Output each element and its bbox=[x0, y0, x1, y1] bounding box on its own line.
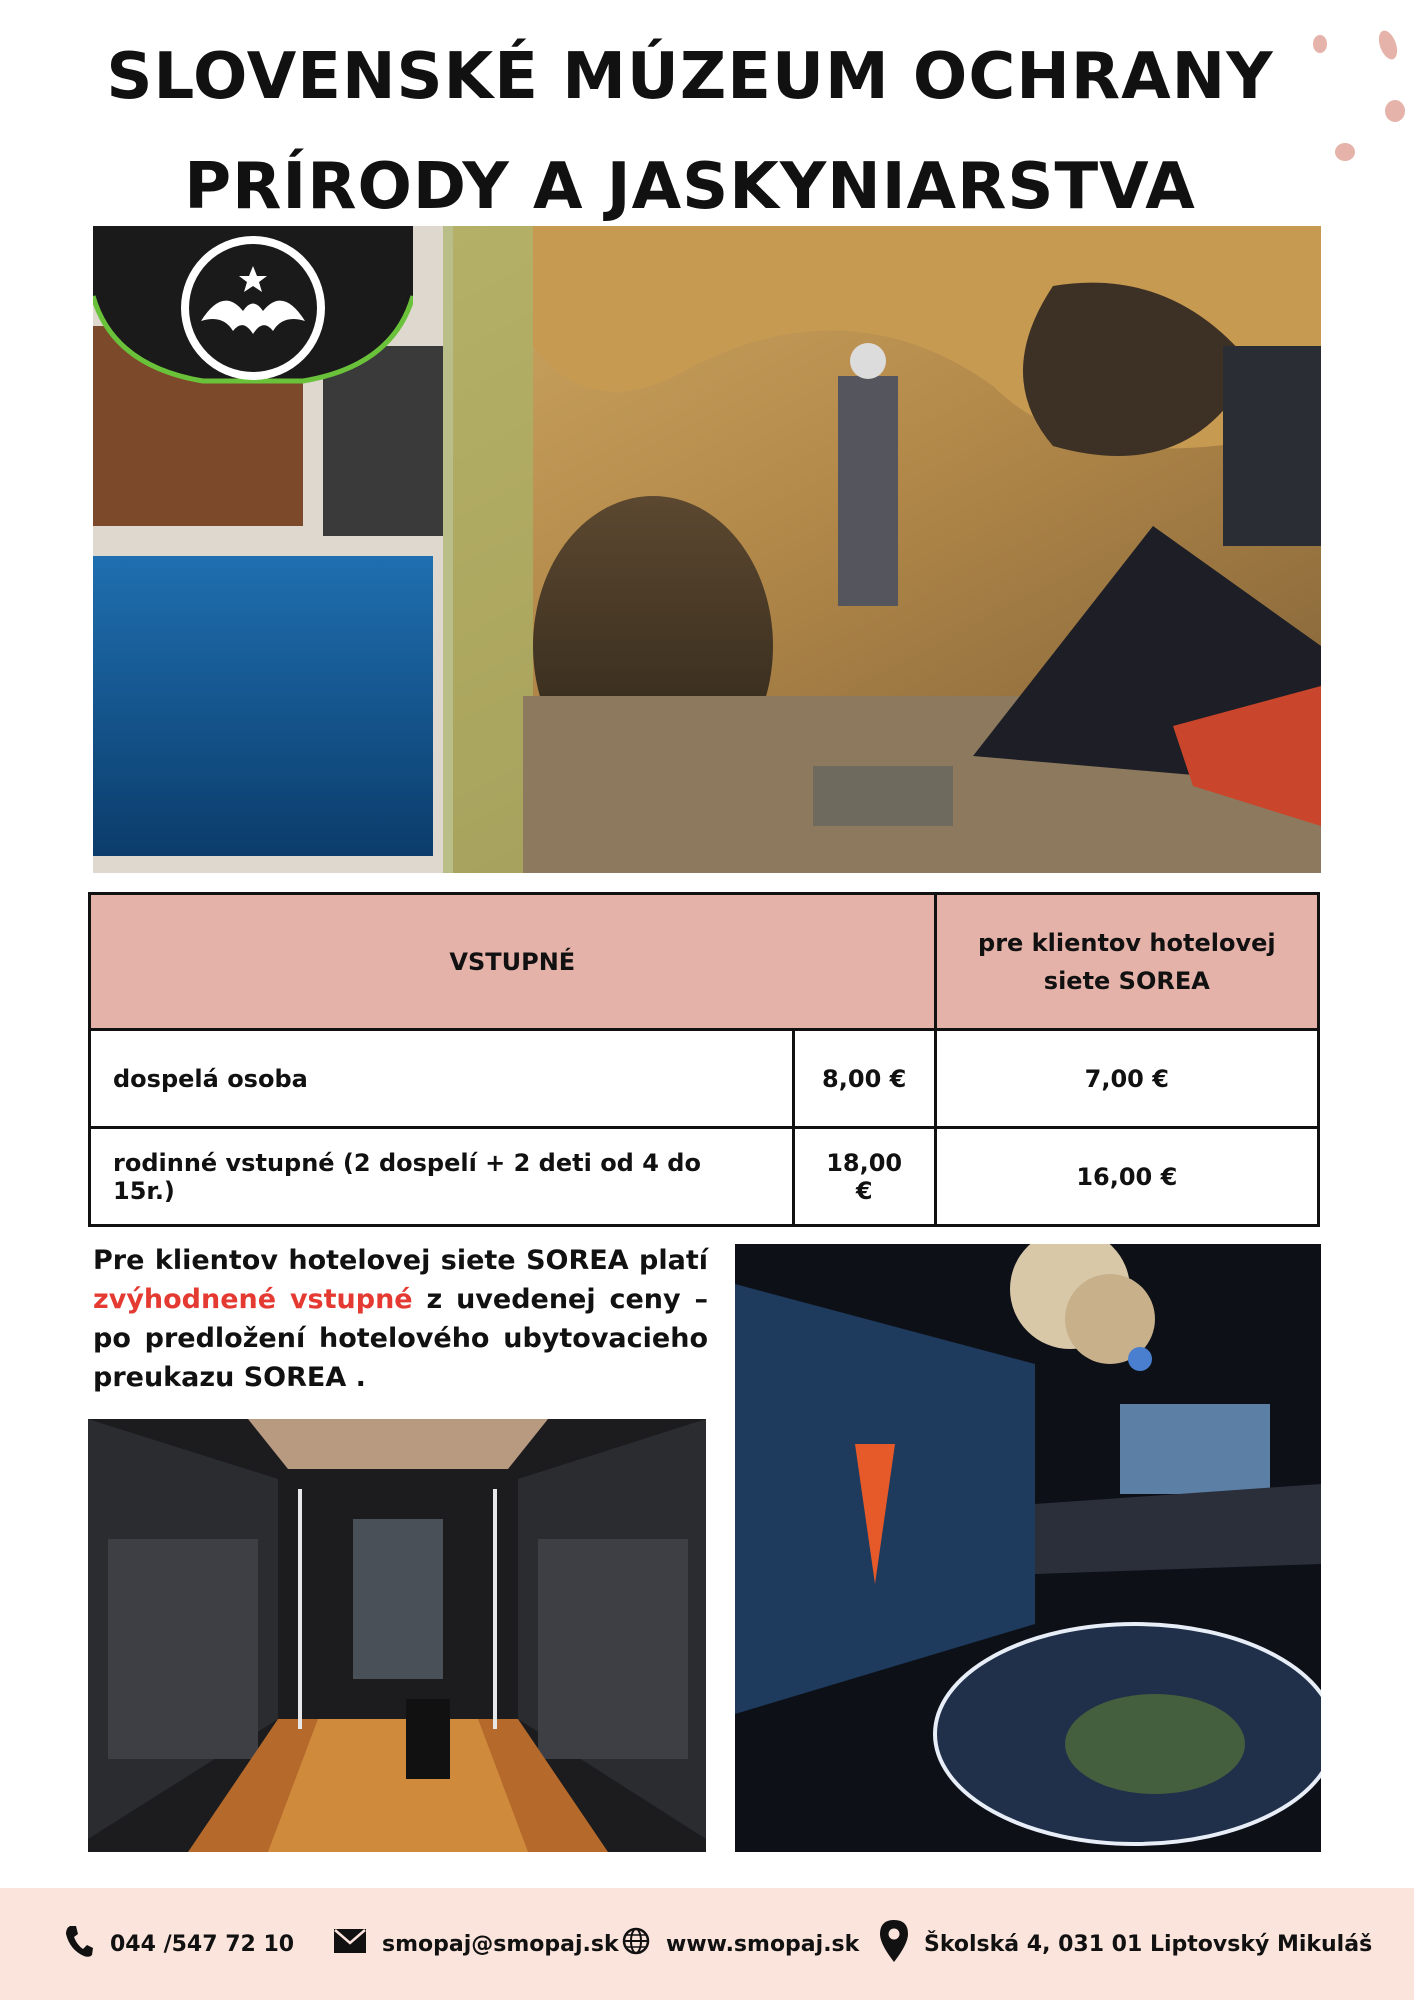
address-contact[interactable] bbox=[880, 1888, 1372, 2000]
mail-icon bbox=[334, 1929, 366, 1959]
location-pin-icon bbox=[880, 1920, 908, 1968]
sorea-header-line-1: pre klientov hotelovej bbox=[978, 928, 1276, 957]
street-address: Školská 4, 031 01 Liptovský Mikuláš bbox=[924, 1931, 1373, 1957]
title-line-2: PRÍRODY A JASKYNIARSTVA bbox=[184, 150, 1196, 224]
note-part-2: z uvedenej ceny bbox=[426, 1284, 681, 1315]
website-url: www.smopaj.sk bbox=[666, 1931, 860, 1957]
bat-logo bbox=[93, 226, 413, 391]
decor-dot bbox=[1335, 143, 1355, 161]
ticket-label: rodinné vstupné (2 dospelí + 2 deti od 4 do 15r.) bbox=[90, 1128, 794, 1226]
decor-dot bbox=[1385, 100, 1405, 122]
page-title bbox=[0, 22, 1380, 242]
ticket-sorea-price: 16,00 € bbox=[935, 1128, 1318, 1226]
email-address: smopaj@smopaj.sk bbox=[382, 1931, 619, 1957]
note-part-3: – po predložení hotelového ubytovacieho preukazu SOREA . bbox=[93, 1284, 709, 1393]
decor-dot bbox=[1313, 35, 1327, 53]
planets-hall-photo bbox=[735, 1244, 1321, 1852]
ticket-price: 8,00 € bbox=[793, 1030, 935, 1128]
phone-number: 044 /547 72 10 bbox=[110, 1931, 295, 1957]
ticket-label: dospelá osoba bbox=[90, 1030, 794, 1128]
phone-contact[interactable] bbox=[64, 1888, 294, 2000]
title-line-1: SLOVENSKÉ MÚZEUM OCHRANY bbox=[106, 40, 1274, 114]
sorea-discount-note bbox=[93, 1241, 708, 1397]
sorea-header bbox=[935, 894, 1318, 1030]
note-part-1: Pre klientov hotelovej siete SOREA platí bbox=[93, 1245, 708, 1276]
table-row bbox=[90, 1128, 1319, 1226]
note-highlight: zvýhodnené vstupné bbox=[93, 1284, 413, 1315]
contact-footer bbox=[0, 1888, 1414, 2000]
decorative-dots bbox=[1300, 25, 1410, 175]
admission-header: VSTUPNÉ bbox=[90, 894, 936, 1030]
phone-icon bbox=[64, 1924, 94, 1964]
ticket-sorea-price: 7,00 € bbox=[935, 1030, 1318, 1128]
sorea-header-line-2: siete SOREA bbox=[1043, 966, 1210, 995]
ticket-price: 18,00 € bbox=[793, 1128, 935, 1226]
table-row bbox=[90, 1030, 1319, 1128]
decor-dot bbox=[1375, 28, 1400, 62]
price-table bbox=[88, 892, 1320, 1227]
web-contact[interactable] bbox=[622, 1888, 859, 2000]
globe-icon bbox=[622, 1927, 650, 1961]
minerals-hall-photo bbox=[88, 1419, 706, 1852]
price-table-header bbox=[90, 894, 1319, 1030]
email-contact[interactable] bbox=[334, 1888, 619, 2000]
